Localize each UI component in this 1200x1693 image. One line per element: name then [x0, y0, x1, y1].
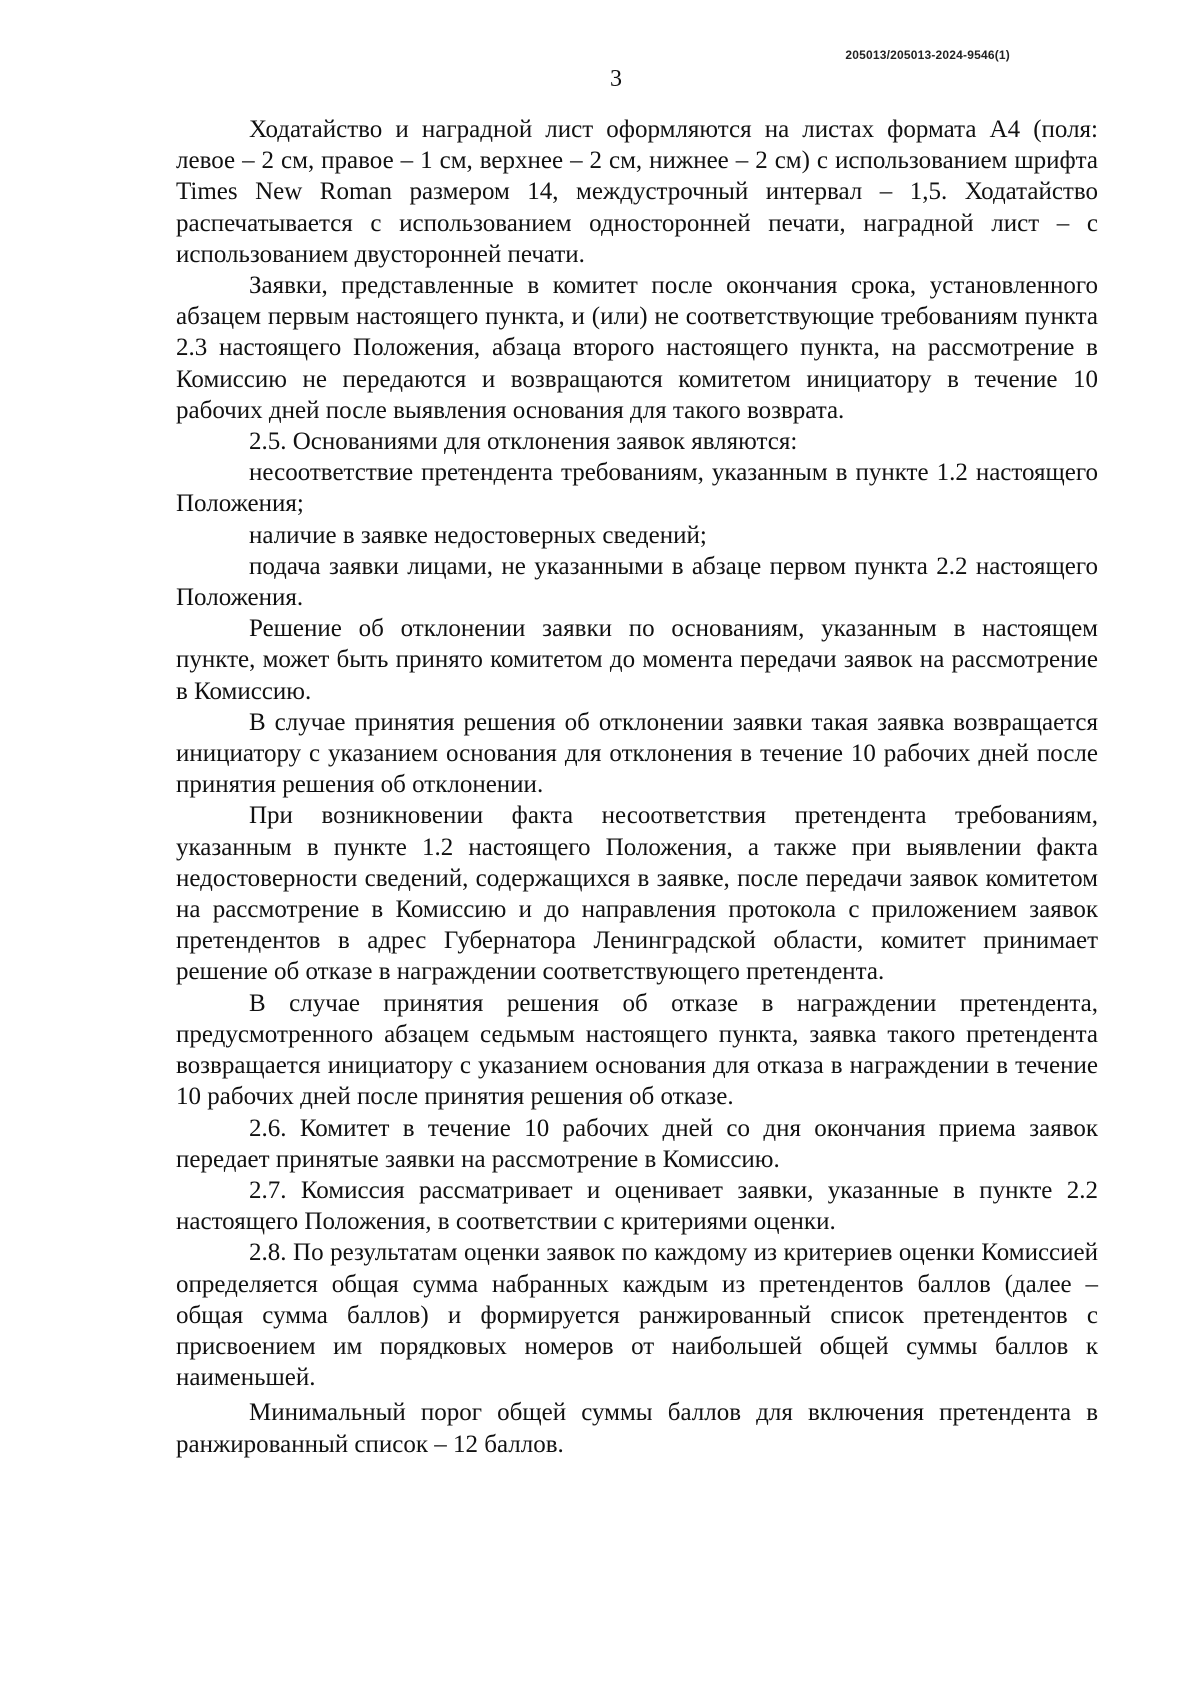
paragraph-rejection-ground-mismatch: несоответствие претендента требованиям, указанным в пункте 1.2 настоящего Положения;	[176, 459, 1098, 518]
page-number: 3	[610, 66, 622, 92]
paragraph-refusal-return: В случае принятия решения об отказе в награждении претендента, предусмотренного абзацем седьмым настоящего пункта, заявка такого претендента возвращается инициатору с указанием основания для отказа в награждении в течение 10 рабочих дней после принятия решения об отказе.	[176, 989, 1098, 1111]
document-body	[176, 114, 1098, 1460]
document-registration-number: 205013/205013-2024-9546(1)	[845, 48, 1010, 62]
paragraph-minimum-threshold: Минимальный порог общей суммы баллов для включения претендента в ранжированный список – 12 баллов.	[176, 1399, 1098, 1458]
paragraph-2-8-ranking: 2.8. По результатам оценки заявок по каждому из критериев оценки Комиссией определяется общая сумма набранных каждым из претендентов баллов (далее – общая сумма баллов) и формируется ранжированный список претендентов с присвоением им порядковых номеров от наибольшей общей суммы баллов к наименьшей.	[176, 1239, 1098, 1392]
paragraph-2-7-review: 2.7. Комиссия рассматривает и оценивает заявки, указанные в пункте 2.2 настоящего Положения, в соответствии с критериями оценки.	[176, 1176, 1098, 1236]
paragraph-application-format: Ходатайство и наградной лист оформляются на листах формата А4 (поля: левое – 2 см, правое – 1 см, верхнее – 2 см, нижнее – 2 см) с использованием шрифта Times New Roman размером 14, междустрочный интервал – 1,5. Ходатайство распечатывается с использованием односторонней печати, наградной лист – с использованием двусторонней печати.	[176, 116, 1098, 268]
paragraph-2-5-rejection-grounds: 2.5. Основаниями для отклонения заявок являются:	[249, 428, 798, 456]
paragraph-late-applications: Заявки, представленные в комитет после окончания срока, установленного абзацем первым настоящего пункта, и (или) не соответствующие требованиям пункта 2.3 настоящего Положения, абзаца второго настоящего пункта, на рассмотрение в Комиссию не передаются и возвращаются комитетом инициатору в течение 10 рабочих дней после выявления основания для такого возврата.	[176, 272, 1098, 424]
paragraph-rejection-ground-false-data: наличие в заявке недостоверных сведений;	[249, 521, 707, 549]
paragraph-rejection-ground-wrong-submitter: подача заявки лицами, не указанными в абзаце первом пункта 2.2 настоящего Положения.	[176, 552, 1098, 612]
paragraph-refusal-conditions: При возникновении факта несоответствия претендента требованиям, указанным в пункте 1.2 настоящего Положения, а также при выявлении факта недостоверности сведений, содержащихся в заявке, после передачи заявок комитетом на рассмотрение в Комиссию и до направления протокола с приложением заявок претендентов в адрес Губернатора Ленинградской области, комитет принимает решение об отказе в награждении соответствующего претендента.	[176, 802, 1098, 986]
paragraph-2-6-transfer: 2.6. Комитет в течение 10 рабочих дней со дня окончания приема заявок передает принятые заявки на рассмотрение в Комиссию.	[176, 1114, 1098, 1173]
paragraph-rejection-return: В случае принятия решения об отклонении заявки такая заявка возвращается инициатору с указанием основания для отклонения в течение 10 рабочих дней после принятия решения об отклонении.	[176, 708, 1098, 799]
paragraph-rejection-decision: Решение об отклонении заявки по основаниям, указанным в настоящем пункте, может быть принято комитетом до момента передачи заявок на рассмотрение в Комиссию.	[176, 615, 1098, 705]
